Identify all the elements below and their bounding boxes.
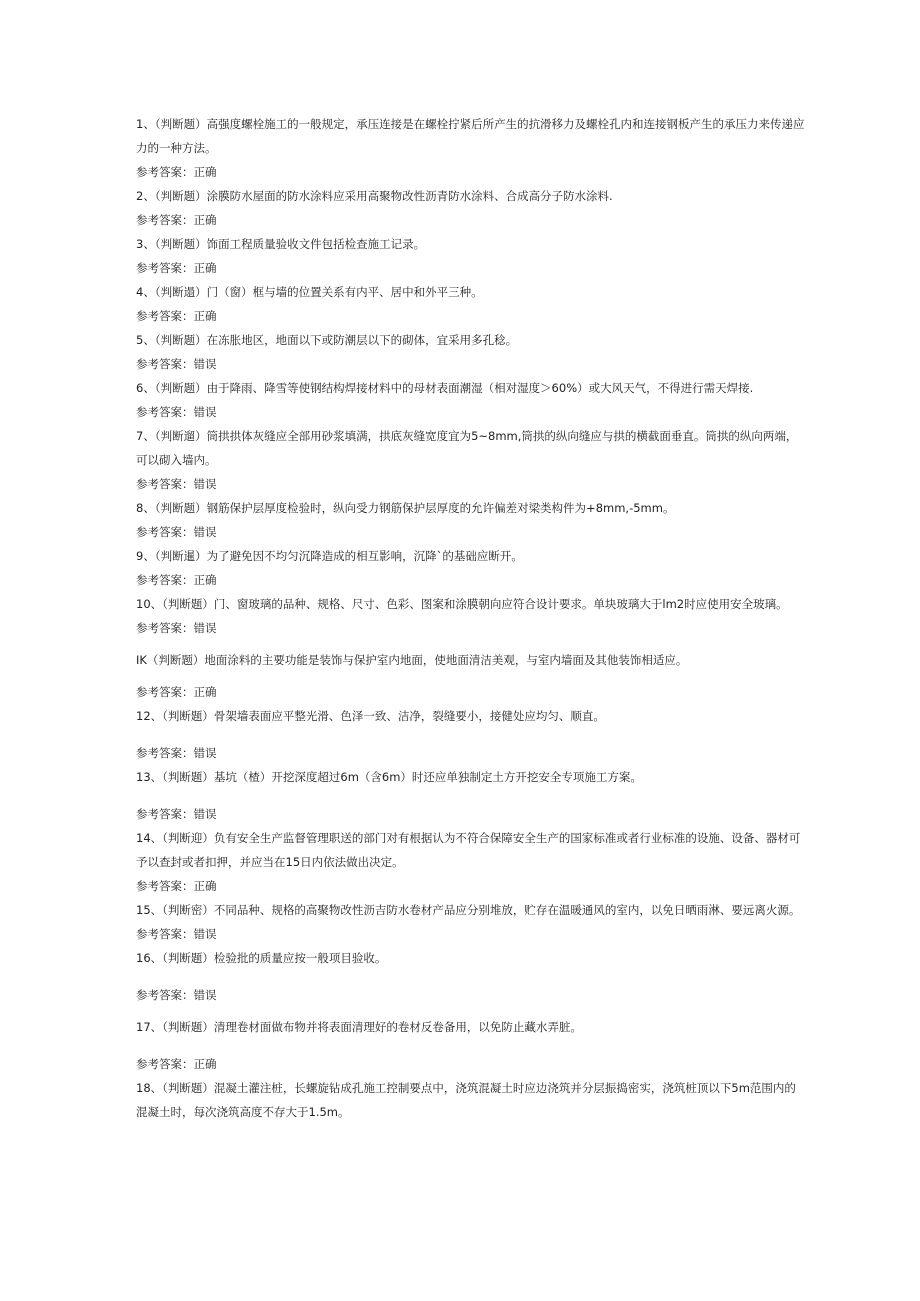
answer-17: 参考答案：正确	[136, 1057, 217, 1071]
question-13: 13、（判断题）基坑（楂）开挖深度超过6m（含6m）时还应单独制定土方开挖安全专项施工方案。	[136, 770, 642, 784]
answer-5: 参考答案：错误	[136, 357, 217, 371]
answer-2: 参考答案：正确	[136, 213, 217, 227]
question-2: 2、（判断题）涂膜防水屋面的防水涂料应采用高聚物改性沥青防水涂料、合成高分子防水涂料.	[136, 189, 613, 203]
answer-11: 参考答案：正确	[136, 685, 217, 699]
question-6: 6、（判断题）由于降雨、降雪等使钢结构焊接材料中的母材表面潮湿（相对湿度＞60%）或大风天气，不得进行需天焊接.	[136, 381, 754, 395]
question-10: 10、（判断题）门、窗玻璃的品种、规格、尺寸、色彩、图案和涂膜朝向应符合设计要求。单块玻璃大于lm2时应使用安全玻璃。	[136, 597, 788, 611]
question-7: 7、（判断遛）筒拱拱体灰缝应全部用砂浆填满，拱底灰缝宽度宜为5~8mm,筒拱的纵向缝应与拱的横截面垂直。筒拱的纵向两端，可以砌入墙内。	[136, 429, 798, 467]
question-18: 18、（判断题）混凝土灌注桩，长螺旋钻成孔施工控制要点中，浇筑混凝土时应边浇筑并分层振捣密实，浇筑桩顶以下5m范围内的混凝土时，每次浇筑高度不存大于1.5m。	[136, 1081, 796, 1119]
question-1: 1、（判断题）高强度螺栓施工的一般规定，承压连接是在螺栓拧紧后所产生的抗滑移力及螺栓孔内和连接钢板产生的承压力来传递应力的一种方法。	[136, 117, 805, 155]
question-16: 16、（判断题）检验批的质量应按一般项目验收。	[136, 951, 387, 965]
question-5: 5、（判断题）在冻胀地区，地面以下或防潮层以下的砌体，宜采用多孔稔。	[136, 333, 518, 347]
question-3: 3、（判断题）饰面工程质量验收文件包括检查施工记录。	[136, 237, 426, 251]
answer-7: 参考答案：错误	[136, 477, 217, 491]
document-body	[136, 112, 806, 1124]
answer-15: 参考答案：错误	[136, 927, 217, 941]
question-15: 15、（判断密）不同品种、规格的高聚物改性沥吉防水卷材产品应分别堆放，贮存在温暖通风的室内，以免日晒雨淋、要远离火源。	[136, 903, 801, 917]
answer-16: 参考答案：错误	[136, 988, 217, 1002]
question-12: 12、（判断题）骨架墙表面应平整光滑、色泽一致、洁净，裂缝要小，接健处应均匀、顺直。	[136, 709, 605, 723]
question-8: 8、（判断题）钢筋保护层厚度检验时，纵向受力钢筋保护层厚度的允许偏差对梁类构件为+8mm,-5mm。	[136, 501, 675, 515]
question-14: 14、（判断迎）负有安全生产监督管理职送的部门对有根据认为不符合保障安全生产的国家标准或者行业标准的设施、设备、器材可予以查封或者扣押，并应当在15日内依法做出决定。	[136, 831, 801, 869]
answer-12: 参考答案：错误	[136, 746, 217, 760]
answer-3: 参考答案：正确	[136, 261, 217, 275]
question-4: 4、（判断遢）门（窗）框与墙的位置关系有内平、居中和外平三种。	[136, 285, 483, 299]
answer-8: 参考答案：错误	[136, 525, 217, 539]
answer-13: 参考答案：错误	[136, 807, 217, 821]
question-17: 17、（判断题）清理卷材面做布物并将表面清理好的卷材反卷备用，以免防止藏水弄脏。	[136, 1020, 582, 1034]
answer-10: 参考答案：错误	[136, 621, 217, 635]
answer-4: 参考答案：正确	[136, 309, 217, 323]
question-11: IK（判断题）地面涂料的主要功能是装饰与保护室内地面，使地面清洁美观，与室内墙面及其他装饰相适应。	[136, 653, 688, 667]
answer-9: 参考答案：正确	[136, 573, 217, 587]
question-9: 9、（判断暹）为了避免因不均匀沉降造成的相互影响，沉降`的基础应断开。	[136, 549, 523, 563]
answer-14: 参考答案：正确	[136, 879, 217, 893]
answer-1: 参考答案：正确	[136, 165, 217, 179]
answer-6: 参考答案：错误	[136, 405, 217, 419]
